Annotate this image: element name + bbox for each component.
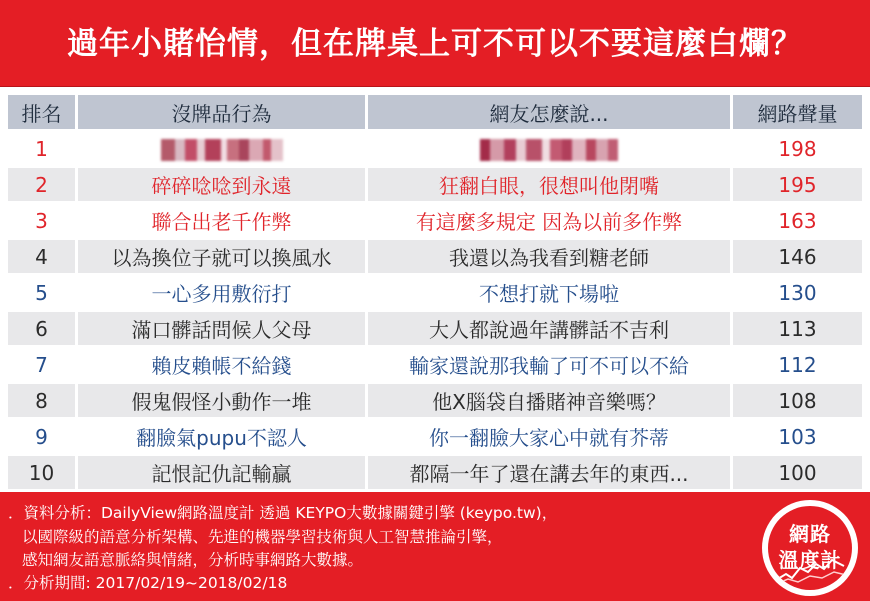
table-row [8,240,862,273]
trend-line-icon [768,506,852,590]
behavior-cell: 翻臉氣pupu不認人 [78,420,368,453]
behavior-cell [78,132,368,165]
rank-cell: 4 [8,240,78,273]
comment-cell: 我還以為我看到糖老師 [368,240,733,273]
behavior-cell: 賴皮賴帳不給錢 [78,348,368,381]
footer-line-period: ．分析期間: 2017/02/19~2018/02/18 [8,574,288,592]
comment-cell: 有這麼多規定 因為以前多作弊 [368,204,733,237]
volume-cell: 198 [733,132,862,165]
comment-cell: 你一翻臉大家心中就有芥蒂 [368,420,733,453]
behavior-cell: 以為換位子就可以換風水 [78,240,368,273]
volume-cell: 112 [733,348,862,381]
behavior-cell: 聯合出老千作弊 [78,204,368,237]
footer-banner [0,492,870,601]
redacted-text [161,139,283,161]
table-header-row [8,95,862,129]
redacted-text [480,139,618,161]
table-row [8,312,862,345]
logo-text-top: 網路 [789,522,831,546]
volume-cell: 146 [733,240,862,273]
rank-cell: 7 [8,348,78,381]
footer-line-method: 以國際級的語意分析架構、先進的機器學習技術與人工智慧推論引擎， [22,528,503,546]
logo-text-bottom: 溫度計 [778,548,842,572]
behavior-cell: 碎碎唸唸到永遠 [78,168,368,201]
comment-cell: 輸家還說那我輸了可不可以不給 [368,348,733,381]
behavior-cell: 滿口髒話問候人父母 [78,312,368,345]
comment-cell: 大人都說過年講髒話不吉利 [368,312,733,345]
rank-cell: 10 [8,456,78,489]
volume-cell: 103 [733,420,862,453]
rank-cell: 3 [8,204,78,237]
volume-cell: 108 [733,384,862,417]
ranking-table [8,92,862,492]
behavior-cell: 假鬼假怪小動作一堆 [78,384,368,417]
table-row [8,456,862,489]
rank-cell: 1 [8,132,78,165]
dailyview-logo [762,500,858,596]
volume-cell: 195 [733,168,862,201]
footer-line-source: ．資料分析：DailyView網路溫度計 透過 KEYPO大數據關鍵引擎 (keypo.tw)， [8,504,558,522]
table-row [8,348,862,381]
rank-cell: 8 [8,384,78,417]
volume-cell: 130 [733,276,862,309]
comment-cell: 不想打就下場啦 [368,276,733,309]
ranking-table-body [8,132,862,489]
table-row [8,276,862,309]
volume-cell: 100 [733,456,862,489]
comment-cell: 他X腦袋自播賭神音樂嗎？ [368,384,733,417]
header-comment: 網友怎麼說... [368,95,733,129]
table-row [8,204,862,237]
header-behavior: 沒牌品行為 [78,95,368,129]
volume-cell: 113 [733,312,862,345]
behavior-cell: 記恨記仇記輸贏 [78,456,368,489]
rank-cell: 9 [8,420,78,453]
volume-cell: 163 [733,204,862,237]
comment-cell: 狂翻白眼，很想叫他閉嘴 [368,168,733,201]
footer-line-analysis: 感知網友語意脈絡與情緒，分析時事網路大數據。 [22,551,364,569]
table-row [8,420,862,453]
comment-cell [368,132,733,165]
comment-cell: 都隔一年了還在講去年的東西... [368,456,733,489]
rank-cell: 5 [8,276,78,309]
rank-cell: 2 [8,168,78,201]
behavior-cell: 一心多用敷衍打 [78,276,368,309]
table-row [8,168,862,201]
table-row [8,132,862,165]
header-rank: 排名 [8,95,78,129]
logo-circle [768,506,852,590]
rank-cell: 6 [8,312,78,345]
header-volume: 網路聲量 [733,95,862,129]
title-banner [0,0,870,87]
table-row [8,384,862,417]
page-title: 過年小賭怡情，但在牌桌上可不可以不要這麼白爛？ [67,26,803,62]
